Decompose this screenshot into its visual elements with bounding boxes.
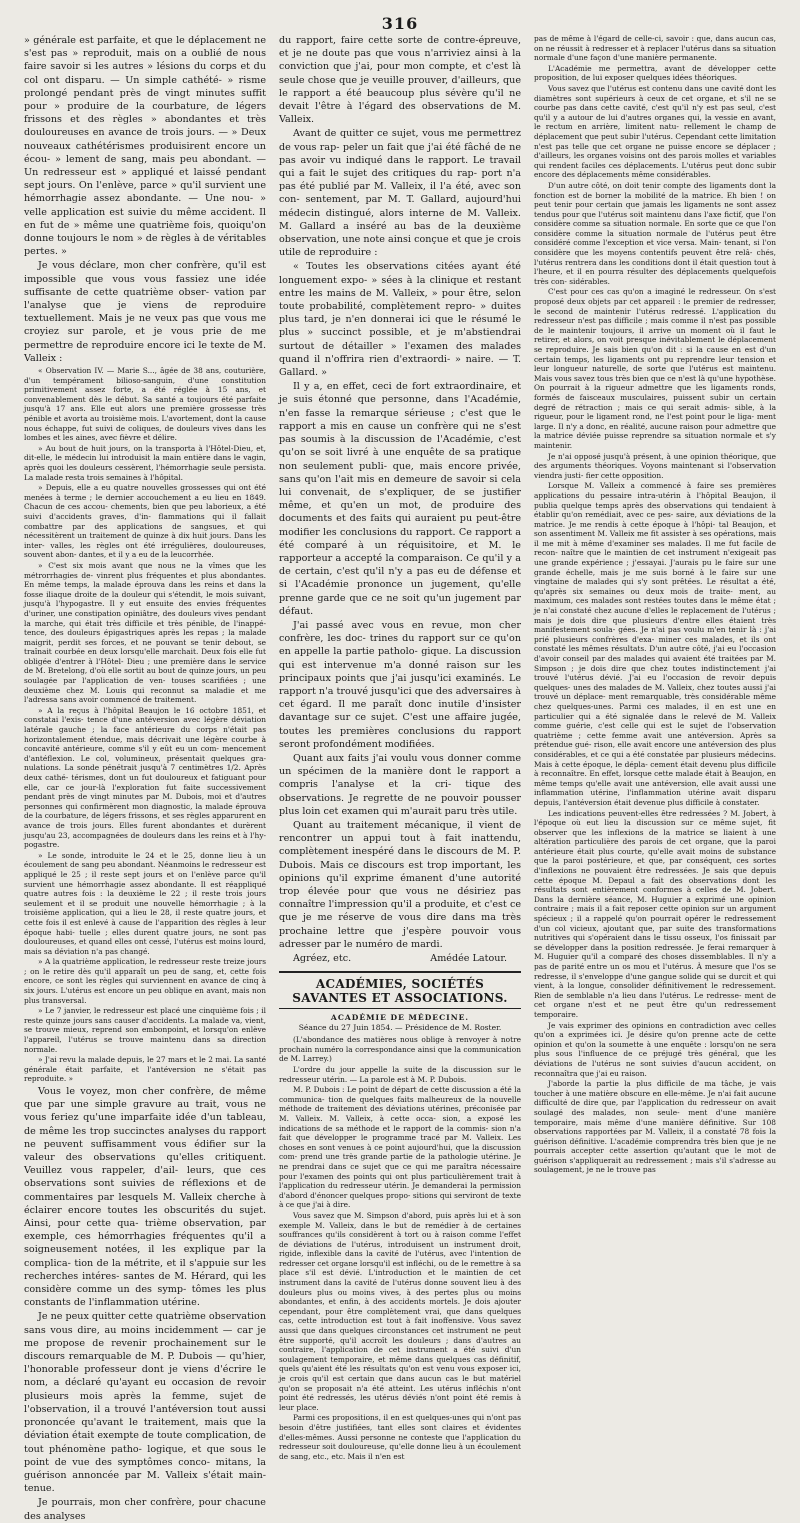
signature-line (279, 952, 521, 965)
columns (24, 34, 776, 1522)
paragraph: Je vous déclare, mon cher confrère, qu'il est impossible que vous vous fassiez une idée suffisante de cette quatrième obser- vation par l'analyse que je viens de reproduire textuellement. Mais je ne veux pas que vous me croyiez sur parole, et je vous prie de me permettre de reproduire encore ici le texte de M. Valleix : (24, 260, 266, 364)
quoted-summary: » générale est parfaite, et que le déplacement ne s'est pas » reproduit, mais on a oublié de nous faire savoir si les autres » lésions du corps et du col ont disparu. — Un simple cathété- » risme prolongé pendant près de vingt minutes suffit pour » produire de la courbature, de légers frissons et des règles » abondantes et très douloureuses en avance de trois jours. — » Deux nouveaux cathétérismes produisirent encore un écou- » lement de sang, mais peu abondant. — Un redresseur est » appliqué et laissé pendant sept jours. On l'enlève, parce » qu'il survient une hémorrhagie assez abondante. — Une nou- » velle application est suivie du même accident. Il en fut de » même une quatrième fois, quoiqu'on donne toujours le nom » de règles à de véritables pertes. » (24, 35, 266, 258)
paragraph: du rapport, faire cette sorte de contre-épreuve, et je ne doute pas que vous n'arriviez ainsi à la conviction que j'ai, pour mon compte, et c'est là seule chose que je veuille prouver, d'ailleurs, que le rapport a été beaucoup plus sévère qu'il ne devait l'être à l'égard des observations de M. Valleix. (279, 35, 521, 126)
minutes-text: Lorsque M. Valleix a commencé à faire ses premières applications du pessaire intra-utérin à l'hôpital Beaujon, il publia quelque temps après des observations qui tendaient à établir qu'on remédiait, avec ce pes- saire, aux déviations de la matrice. Je me rendis à cette époque à l'hôpi- tal Beaujon, et son assentiment M. Valleix me fit assister à ses opérations, mais il me mit à même d'examiner ses malades. Il me fut facile de recon- naître que le maintien de cet instrument n'exigeait pas une grande expérience ; j'essayai. J'aurais pu le faire sur une grande échelle, mais je me suis borné à le faire sur une vingtaine de malades qui s'y sont prêtées. Le résultat a été, qu'après six semaines ou deux mois de traite- ment, au maximum, ces malades sont restées toutes dans le même état ; je n'ai constaté chez aucune d'elles le replacement de l'utérus ; mais je dois dire que plusieurs d'entre elles étaient très manifestement soula- gées. Je n'ai pas voulu m'en tenir là : j'ai prié plusieurs confrères d'exa- miner ces malades, et ils ont constaté les mêmes résultats. D'un autre côté, j'ai eu l'occasion d'avoir conseil par des malades qui avaient été traitées par M. Simpson ; je dois dire que chez toutes indistinctement j'ai trouvé l'utérus dévié. J'ai eu l'occasion de revoir depuis quelques- unes des malades de M. Valleix, chez toutes aussi j'ai trouvé un déplace- ment remarquable, très considérable même chez quelques-unes. Parmi ces malades, il en est une en particulier qui a été signalée dans le relevé de M. Valleix comme guérie, c'est celle qui est le sujet de l'observation quatrième ; cette femme avait une antéversion. Après sa prétendue gué- rison, elle avait encore une antéversion des plus considérables, et ce qui a été constatée par plusieurs médecins. Mais à cette époque, le dépla- cement était devenu plus difficile à reconnaître. En effet, lorsque cette malade était à Beaujon, en même temps qu'elle avait une antéversion, elle avait aussi une inflammation utérine, l'inflammation utérine avait disparu depuis, l'antéversion était devenue plus difficile à constater. (534, 481, 776, 807)
closing-salutation: Agréez, etc. (293, 953, 352, 965)
minutes-text: Les indications peuvent-elles être redressées ? M. Jobert, à l'époque où eut lieu la discussion sur ce même sujet, fit observer que les inflexions de la matrice se liaient à une altération particulière des parois de cet organe, que la paroi antérieure était plus courte, qu'elle avait moins de substance que la paroi postérieure, et que, par conséquent, ces sortes d'inflexions ne pouvaient être redressées. Je sais que depuis cette époque M. Depaul a fait des observations dont les résultats sont entièrement conformes à celles de M. Jobert. Dans la dernière séance, M. Huguier a exprimé une opinion contraire ; mais il a fait reposer cette opinion sur un argument spécieux ; il a rappelé qu'on pourrait opérer le redressement d'un col vicieux, ajoutant que, par suite des transformations nutritives qui s'opéraient dans le tissu osseux, l'os finissait par se développer dans la position redressée. Je ferai remarquer à M. Huguier qu'il a comparé des choses dissemblables. Il n'y a pas de parité entre un os mou et l'utérus. À mesure que l'os se redresse, il s'enveloppe d'une gangue solide qui se durcit et qui vient, à la longue, consolider définitivement le redressement. Rien de semblable n'a lieu dans l'utérus. Le redresse- ment de cet organe n'est et ne peut être qu'un redressement temporaire. (534, 808, 776, 1019)
observation-text: » A la reçus à l'hôpital Beaujon le 16 octobre 1851, et constatai l'exis- tence d'une antéversion avec légère déviation latérale gauche ; la face antérieure du corps n'était pas horizontalement étendue, mais décrivait une légère courbe à concavité antérieure, comme s'il y eût eu un com- mencement d'antéflexion. Le col, volumineux, présentait quelques gra- nulations. La sonde pénétrait jusqu'à 7 centimètres 1/2. Après deux cathé- térismes, dont un fut douloureux et fatiguant pour elle, car ce jour-là l'exploration fut faite successivement pendant près de vingt minutes par M. Dubois, moi et d'autres personnes qui confirmèrent mon diagnostic, la malade éprouva de la courbature, de légers frissons, et ses règles apparurent en avance de trois jours. Elles furent abondantes et durèrent jusqu'au 23, accompagnées de douleurs dans les reins et à l'hy- pogastre. (24, 705, 266, 850)
observation-text: » Le 7 janvier, le redresseur est placé une cinquième fois ; il reste quinze jours sans causer d'accidents. La malade va, vient, se trouve mieux, reprend son embonpoint, et lorsqu'on enlève l'appareil, l'utérus se trouve maintenu dans sa direction normale. (24, 1006, 266, 1054)
paragraph: Il y a, en effet, ceci de fort extraordinaire, et je suis étonné que personne, dans l'Académie, n'en fasse la remarque sérieuse ; c'est que le rapport a mis en cause un confrère qui ne s'est pas soumis à la discussion de l'Académie, c'est qu'on se soit livré à une enquête de sa pratique non seulement publi- que, mais encore privée, sans qu'on l'ait mis en demeure de savoir si cela lui convenait, de s'expliquer, de se justifier même, et qu'en un mot, de produire des documents et des faits qui auraient pu peut-être modifier les conclusions du rapport. Ce rapport a été comparé à un réquisitoire, et M. le rapporteur a accepté la comparaison. Ce qu'il y a de certain, c'est qu'il n'y a pas eu de défense et si l'Académie prononce un jugement, qu'elle prenne garde que ce ne soit qu'un jugement par défaut. (279, 381, 521, 617)
observation-text: » Le sonde, introduite le 24 et le 25, donne lieu à un écoulement de sang peu abondant. Néanmoins le redresseur est appliqué le 25 ; il reste sept jours et on l'enlève parce qu'il survient une hémorrhagie assez abondante. Il est réappliqué quatre autres fois : la deuxième le 22 ; il reste trois jours seulement et il se produit une nouvelle hémorrhagie ; à la troisième application, qui a lieu le 28, il reste quatre jours, et cette fois il est enlevé à cause de l'apparition des règles à leur époque habi- tuelle ; elles durent quatre jours, ne sont pas douloureuses, et quand elles ont cessé, l'utérus est moins lourd, mais sa déviation n'a pas changé. (24, 850, 266, 956)
paragraph: Je ne peux quitter cette quatrième observation sans vous dire, au moins incidemment — car je me propose de revenir prochainement sur le discours remarquable de M. P. Dubois — qu'hier, l'honorable professeur dont je viens d'écrire le nom, a déclaré qu'ayant eu occasion de revoir plusieurs mois après la femme, sujet de l'observation, il a trouvé l'antéversion tout aussi prononcée qu'avant le traitement, mais que la déviation était exempte de toute complication, de tout phénomène patho- logique, et que sous le point de vue des symptômes conco- mitans, la guérison annoncée par M. Valleix s'était main- tenue. (24, 1311, 267, 1495)
page-number: 316 (381, 14, 419, 33)
column-3 (534, 34, 776, 1175)
minutes-text: pas de même à l'égard de celle-ci, savoir : que, dans aucun cas, on ne réussit à redresser et à replacer l'utérus dans sa situation normale d'une façon d'une manière permanente. (534, 34, 776, 63)
section-banner: ACADÉMIES, SOCIÉTÉS SAVANTES ET ASSOCIATIONS. (279, 971, 521, 1009)
minutes-text: C'est pour ces cas qu'on a imaginé le redresseur. On s'est proposé deux objets par cet appareil : le premier de redresser, le second de maintenir l'utérus redressé. L'application du redresseur n'est pas difficile ; mais comme il n'est pas possible de le maintenir toujours, il arrive un moment où il faut le retirer, et alors, on voit presque inévitablement le déplacement se reproduire. Je sais bien qu'on dit : si la cause en est d'un certain temps, les ligaments ont pu reprendre leur tension et leur longueur naturelle, de sorte que l'utérus est maintenu. Mais vous savez tous très bien que ce n'est là qu'une hypothèse. On pourrait à la rigueur admettre que les ligaments ronds, formés de faisceaux musculaires, puissent subir un certain degré de rétraction ; mais ce qui serait admis- sible, à la rigueur, pour le ligament rond, ne l'est point pour le liga- ment large. Il n'y a donc, en réalité, aucune raison pour admettre que la matrice déviée puisse reprendre sa situation normale et s'y maintenir. (534, 287, 776, 450)
observation-text: » J'ai revu la malade depuis, le 27 mars et le 2 mai. La santé générale était parfaite, et l'antéversion ne s'était pas reproduite. » (24, 1055, 266, 1084)
page-header (24, 12, 776, 34)
minutes-text: L'Académie me permettra, avant de développer cette proposition, de lui exposer quelques idées théoriques. (534, 63, 776, 83)
column-2 (279, 34, 521, 1461)
observation-text: » A la quatrième application, le redresseur reste treize jours ; on le retire dès qu'il apparaît un peu de sang, et, cette fois encore, ce sont les règles qui surviennent en avance de cinq à six jours. L'utérus est encore un peu oblique en avant, mais non plus transversal. (24, 957, 266, 1005)
quoted-note: « Toutes les observations citées ayant été longuement expo- » sées à la clinique et restant entre les mains de M. Valleix, » pour être, selon toute probabilité, complètement repro- » duites plus tard, je n'en donnerai ici que le résumé le plus » succinct possible, et je m'abstiendrai surtout de détailler » l'examen des malades quand il n'offrira rien d'extraordi- » naire. — T. Gallard. » (279, 261, 521, 379)
observation-text: » Au bout de huit jours, on la transporta à l'Hôtel-Dieu, et, dit-elle, le médecin lui introduisit la main entière dans le vagin, après quoi les douleurs cessèrent, l'hémorrhagie seule persista. La malade resta trois semaines à l'hôpital. (24, 443, 266, 482)
minutes-text: Vous savez que l'utérus est contenu dans une cavité dont les diamètres sont supérieurs à ceux de cet organe, et s'il ne se courbe pas dans cette cavité, c'est qu'il n'y est pas seul, c'est qu'il y a autour de lui d'autres organes qui, la vessie en avant, le rectum en arrière, limitent natu- rellement le champ de déplacement que peut subir l'utérus. Cependant cette limitation n'est pas telle que cet organe ne puisse encore se déplacer ; d'ailleurs, les organes voisins ont des parois molles et variables qui rendent faciles ces déplacements. L'utérus peut donc subir encore des déplacements même considérables. (534, 83, 776, 180)
minutes-text: M. P. Dubois : Le point de départ de cette discussion a été la communica- tion de quelques faits malheureux de la nouvelle méthode de traitement des déviations utérines, préconisée par M. Valleix. M. Valleix, à cette occa- sion, a exposé les indications de sa méthode et le rapport de la commis- sion n'a fait que développer le programme tracé par M. Valleix. Les choses en sont venues à ce point aujourd'hui, que la discussion com- prend une très grande partie de la pathologie utérine. Je ne prendrai dans ce sujet que ce qui me paraîtra nécessaire pour l'examen des points qui ont plus particulièrement trait à l'application du redresseur utérin. Je demanderai la permission d'abord d'énoncer quelques propo- sitions qui serviront de texte à ce que j'ai à dire. (279, 1085, 521, 1210)
minutes-text: Je vais exprimer des opinions en contradiction avec celles qu'on a exprimées ici. Je désire qu'on prenne acte de cette opinion et qu'on la soumette à une enquête : lorsqu'on ne sera plus sous l'influence de ce préjugé très général, que les déviations de l'utérus ne sont suivies d'aucun accident, on reconnaîtra que j'ai eu raison. (534, 1020, 776, 1078)
minutes-text: (L'abondance des matières nous oblige à renvoyer à notre prochain numéro la correspondance ainsi que la communication de M. Larrey.) (279, 1035, 521, 1064)
observation-text: « Observation IV. — Marie S..., âgée de 38 ans, couturière, d'un tempérament bilioso-sanguin, d'une constitution primitivement assez forte, a été réglée à 15 ans, et convenablement dès le début. Sa santé a toujours été parfaite jusqu'à 17 ans. Elle eut alors une première grossesse très pénible et avorta au troisième mois. L'avortement, dont la cause nous échappe, fut suivi de coliques, de douleurs vives dans les lombes et les aines, avec fièvre et délire. (24, 366, 266, 443)
paragraph: Je pourrais, mon cher confrère, pour chacune des analyses (24, 1497, 266, 1522)
author-signature: Amédée Latour. (430, 953, 507, 965)
minutes-text: J'aborde la partie la plus difficile de ma tâche, je vais toucher à une matière obscure en elle-même. Je n'ai fait aucune difficulté de dire que, par l'application du redresseur on avait soulagé des malades, non seule- ment d'une manière temporaire, mais même d'une manière définitive. Sur 108 observations rapportées par M. Valleix, il a constaté 78 fois la guérison définitive. L'académie comprendra très bien que je ne pourrais accepter cette assertion qu'autant que le mot de guérison s'appliquerait au redressement ; mais s'il s'adresse au soulagement, je ne le trouve pas (534, 1079, 776, 1175)
paragraph: Quant aux faits j'ai voulu vous donner comme un spécimen de la manière dont le rapport a compris l'analyse et la cri- tique des observations. Je regrette de ne pouvoir pousser plus loin cet examen qui m'aurait paru très utile. (279, 752, 521, 817)
observation-text: » C'est six mois avant que nous ne la vîmes que les métrorrhagies de- vinrent plus fréquentes et plus abondantes. En même temps, la malade éprouva dans les reins et dans la fosse iliaque droite de la douleur qui s'étendit, le mois suivant, jusqu'à l'hypogastre. Il y eut ensuite des envies fréquentes d'uriner, une constipation opiniâtre, des douleurs vives pendant la marche, qui était très difficile et très pénible, de l'inappé- tence, des douleurs épigastriques après les repas ; la malade maigrit, perdit ses forces, et ne pouvant se tenir debout, se traînait courbée en deux lorsqu'elle marchait. Deux fois elle fut obligée d'entrer à l'Hôtel- Dieu ; une première dans le service de M. Bretelong, d'où elle sortit au bout de quinze jours, un peu soulagée par l'application de ven- touses scarifiées ; une deuxième chez M. Louis qui reconnut sa maladie et me l'adressa sans avoir commencé de traitement. (24, 560, 266, 705)
observation-text: » Depuis, elle a eu quatre nouvelles grossesses qui ont été menées à terme ; le dernier accouchement a eu lieu en 1849. Chacun de ces accou- chements, bien que peu laborieux, a été suivi d'accidents graves, d'in- flammations qui il fallait combattre par des applications de sangsues, et qui nécessitèrent un traitement de quinze à dix huit jours. Dans les inter- valles, les règles ont été irrégulières, douloureuses, souvent abon- dantes, et il y a eu de la leucorrhée. (24, 483, 266, 560)
minutes-text: D'un autre côté, on doit tenir compte des ligaments dont la fonction est de borner la mobilité de la matrice. Eh bien ! on peut tenir pour certain que jamais les ligaments ne sont assez tendus pour que l'utérus soit maintenu dans l'axe fictif, que l'on considère comme sa situation normale. En sorte que ce que l'on considère comme la situation normale de l'utérus peut être considéré comme l'exception et vice versa. Main- tenant, si l'on considère que les moyens contentifs peuvent être relâ- chés, l'utérus rentrera dans les conditions dont il était question tout à l'heure, et il en pourra résulter des déplacements quelquefois très con- sidérables. (534, 180, 776, 286)
session-line: Séance du 27 Juin 1854. — Présidence de M. Roster. (298, 1023, 502, 1033)
minutes-text: Je n'ai opposé jusqu'à présent, à une opinion théorique, que des arguments théoriques. Voyons maintenant si l'observation viendra justi- fier cette opposition. (534, 451, 776, 480)
paragraph: Vous le voyez, mon cher confrère, de même que par une simple gravure au trait, vous ne vous feriez qu'une imparfaite idée d'un tableau, de même les trop succinctes analyses du rapport ne peuvent suffisamment vous édifier sur la valeur des observations qu'elles critiquent. Veuillez vous rappeler, d'ail- leurs, que ces observations sont suivies de réflexions et de commentaires par lesquels M. Valleix cherche à éclairer encore toutes les obscurités du sujet. Ainsi, pour cette qua- trième observation, par exemple, ces hémorrhagies fréquentes qu'il a soigneusement notées, il les explique par la complica- tion de la métrite, et il s'appuie sur les recherches intéres- santes de M. Hérard, qui les considère comme un des symp- tômes les plus constants de l'inflammation utérine. (24, 1086, 266, 1309)
minutes-text: Parmi ces propositions, il en est quelques-unes qui n'ont pas besoin d'être justifiées, tant elles sont claires et évidentes d'elles-mêmes. Aussi personne ne conteste que l'application du redresseur soit douloureuse, qu'elle donne lieu à un écoulement de sang, etc., etc. Mais il n'en est (279, 1413, 521, 1461)
minutes-text: L'ordre du jour appelle la suite de la discussion sur le redresseur utérin. — La parole est à M. P. Dubois. (279, 1065, 521, 1084)
section-subheading: ACADÉMIE DE MÉDECINE. (330, 1013, 470, 1023)
paragraph: Avant de quitter ce sujet, vous me permettrez de vous rap- peler un fait que j'ai été fâché de ne pas avoir vu indiqué dans le rapport. Le travail qui a fait le sujet des critiques du rap- port n'a pas été publié par M. Valleix, il l'a été, avec son con- sentement, par M. T. Gallard, aujourd'hui médecin distingué, alors interne de M. Valleix. M. Gallard a inséré au bas de la deuxième observation, une note ainsi conçue et que je crois utile de reproduire : (279, 128, 521, 259)
minutes-text: Vous savez que M. Simpson d'abord, puis après lui et à son exemple M. Valleix, dans le but de remédier à de certaines souffrances qu'ils considèrent à tort ou à raison comme l'effet de déviations de l'utérus, introduisent un instrument droit, rigide, inflexible dans la cavité de l'utérus, avec l'intention de redresser cet organe lorsqu'il est infléchi, ou de le remettre à sa place s'il est dévié. L'introduction et le maintien de cet instrument dans la cavité de l'utérus donne souvent lieu à des douleurs plus ou moins vives, à des pertes plus ou moins abondantes, et enfin, à des accidents mortels. Je dois ajouter cependant, pour être complètement vrai, que dans quelques cas, cette introduction est tout à fait inoffensive. Vous savez aussi que dans quelques circonstances cet instrument ne peut être supporté, qu'il accroît les douleurs ; dans d'autres au contraire, l'application de cet instrument a été suivi d'un soulagement temporaire, et même dans quelques cas définitif, quels qu'aient été les résultats qu'on est venu vous exposer ici, je crois qu'il est certain que dans aucun cas le but matériel qu'on se proposait n'a été atteint. Les utérus infléchis n'ont point été redressés, les utérus déviés n'ont point été remis à leur place. (279, 1210, 521, 1412)
column-1 (24, 34, 267, 1522)
paragraph: Quant au traitement mécanique, il vient de rencontrer un appui tout à fait inattendu, complètement inespéré dans le discours de M. P. Dubois. Mais ce discours est trop important, les opinions qu'il exprime émanent d'une autorité trop élevée pour que vous ne désiriez pas connaître l'impression qu'il a produite, et c'est ce que je me réserve de vous dire dans ma très prochaine lettre que j'espère pouvoir vous adresser par le numéro de mardi. (279, 819, 521, 950)
paragraph: J'ai passé avec vous en revue, mon cher confrère, les doc- trines du rapport sur ce qu'on en appelle la partie patholo- gique. La discussion qui est intervenue m'a donné raison sur les principaux points que j'ai jusqu'ici examinés. Le rapport n'a trouvé jusqu'ici que des adversaires à cet égard. Il me paraît donc inutile d'insister davantage sur ce sujet. C'est une affaire jugée, toutes les premières conclusions du rapport seront profondément modifiées. (279, 619, 521, 750)
